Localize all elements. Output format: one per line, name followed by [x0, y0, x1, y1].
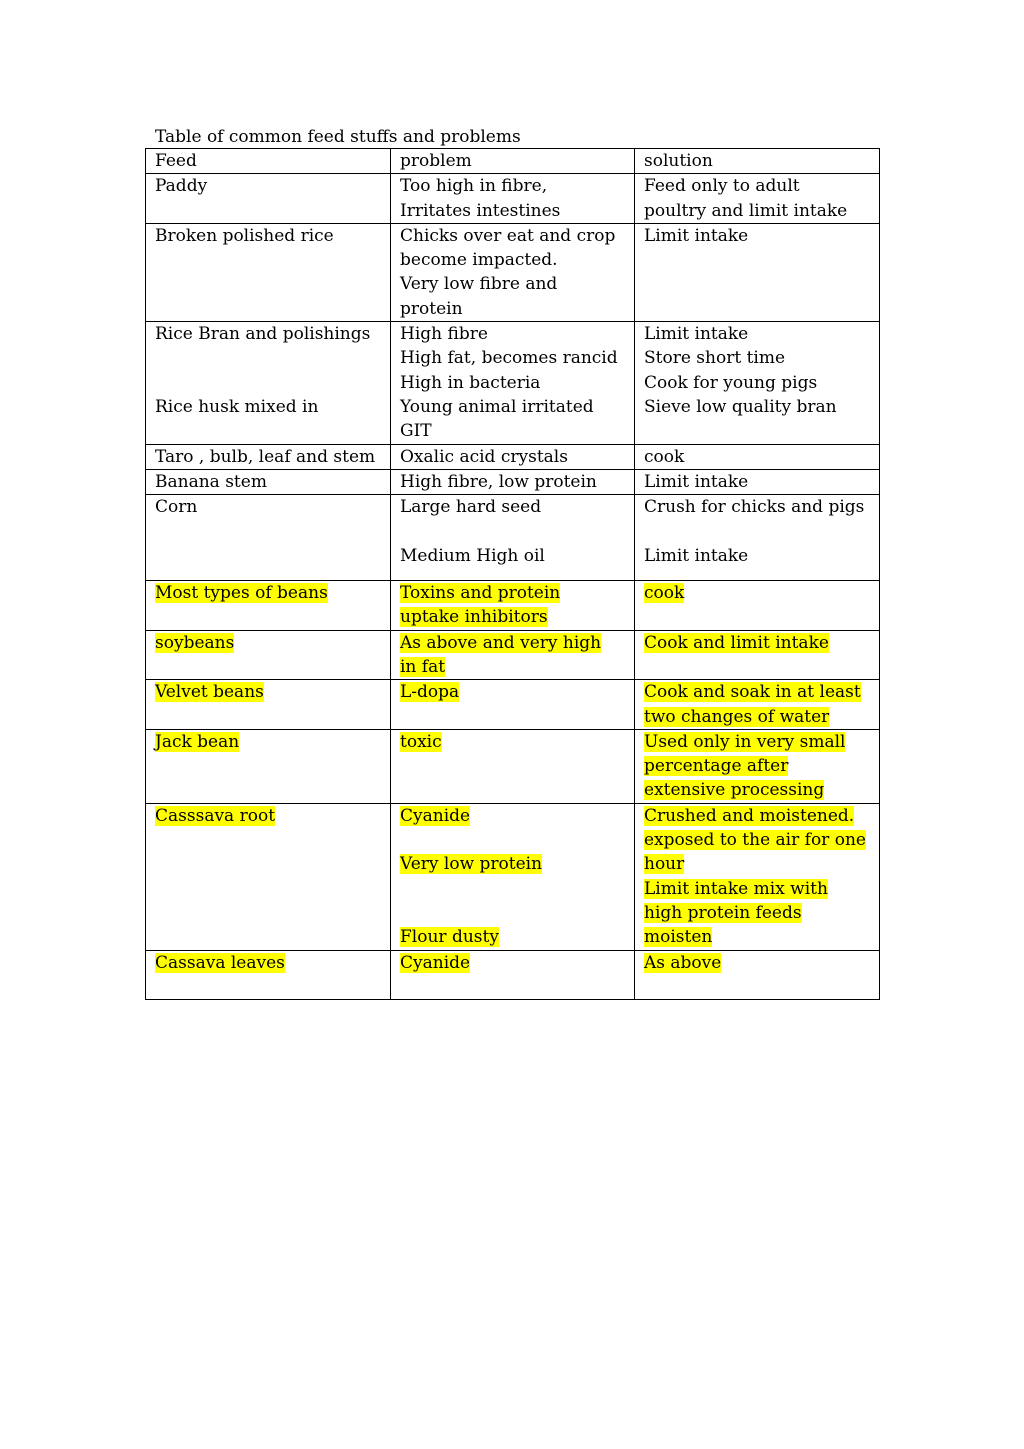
cell-text: Limit intake	[644, 225, 749, 246]
table-row	[146, 223, 880, 321]
table-row	[146, 581, 880, 631]
cell-text: become impacted.	[400, 250, 558, 271]
cell-text: Crush for chicks and pigs	[644, 497, 865, 518]
table-row	[146, 803, 880, 950]
blank-line	[400, 877, 630, 901]
blank-line	[155, 371, 386, 395]
cell-solution	[635, 322, 880, 444]
cell-text	[400, 804, 630, 828]
cell-text	[155, 680, 386, 704]
blank-line	[400, 828, 630, 852]
cell-text: Broken polished rice	[155, 225, 334, 246]
cell-feed	[146, 803, 391, 950]
cell-text: poultry and limit intake	[644, 200, 848, 221]
cell-text: GIT	[400, 421, 432, 442]
table-title: Table of common feed stuffs and problems	[155, 127, 521, 147]
cell-text: Cook for young pigs	[644, 372, 818, 393]
cell-text: Oxalic acid crystals	[400, 446, 568, 467]
highlighted-text: two changes of water	[644, 706, 830, 727]
cell-text: Rice Bran and polishings	[155, 324, 371, 345]
cell-text: Store short time	[644, 348, 786, 369]
highlighted-text: Casssava root	[155, 805, 276, 826]
table-row	[146, 469, 880, 494]
table-row	[146, 680, 880, 730]
cell-text	[155, 951, 386, 975]
cell-solution	[635, 803, 880, 950]
highlighted-text: percentage after	[644, 756, 789, 777]
cell-text	[155, 730, 386, 754]
cell-feed	[146, 444, 391, 469]
feed-problems-table	[145, 148, 880, 1000]
cell-feed	[146, 469, 391, 494]
cell-text: Medium High oil	[400, 545, 545, 566]
table-row	[146, 495, 880, 581]
cell-text: Too high in fibre,	[400, 176, 548, 197]
cell-text: Large hard seed	[400, 497, 542, 518]
header-feed: Feed	[146, 149, 391, 174]
highlighted-text: exposed to the air for one	[644, 830, 866, 851]
cell-problem	[391, 680, 635, 730]
highlighted-text: Toxins and protein	[400, 583, 561, 604]
cell-text: Irritates intestines	[400, 200, 561, 221]
cell-text	[155, 631, 386, 655]
cell-solution	[635, 469, 880, 494]
highlighted-text: moisten	[644, 927, 713, 948]
highlighted-text: Crushed and moistened.	[644, 805, 855, 826]
highlighted-text: Velvet beans	[155, 682, 264, 703]
cell-text	[400, 680, 630, 704]
cell-text	[644, 705, 875, 729]
highlighted-text: high protein feeds	[644, 902, 802, 923]
blank-line	[400, 901, 630, 925]
table-row	[146, 950, 880, 999]
cell-text: High fat, becomes rancid	[400, 348, 618, 369]
cell-text	[644, 581, 875, 605]
blank-line	[400, 519, 630, 543]
highlighted-text: L-dopa	[400, 682, 460, 703]
highlighted-text: Jack bean	[155, 731, 240, 752]
cell-feed	[146, 174, 391, 224]
cell-text	[644, 804, 875, 828]
cell-problem	[391, 444, 635, 469]
highlighted-text: Flour dusty	[400, 927, 499, 948]
cell-problem	[391, 495, 635, 581]
cell-problem	[391, 729, 635, 803]
cell-text	[644, 852, 875, 876]
cell-text: High fibre	[400, 324, 488, 345]
cell-problem	[391, 469, 635, 494]
cell-solution	[635, 174, 880, 224]
cell-solution	[635, 444, 880, 469]
cell-text: Taro , bulb, leaf and stem	[155, 446, 376, 467]
cell-text	[644, 680, 875, 704]
highlighted-text: toxic	[400, 731, 442, 752]
cell-text: Limit intake	[644, 545, 749, 566]
table-row	[146, 322, 880, 444]
cell-feed	[146, 223, 391, 321]
highlighted-text: Used only in very small	[644, 731, 846, 752]
cell-text	[644, 877, 875, 901]
cell-text: Sieve low quality bran	[644, 396, 837, 417]
highlighted-text: uptake inhibitors	[400, 607, 548, 628]
cell-text	[400, 655, 630, 679]
cell-text: High in bacteria	[400, 372, 541, 393]
cell-solution	[635, 495, 880, 581]
cell-text: Paddy	[155, 176, 208, 197]
cell-text	[400, 925, 630, 949]
highlighted-text: As above and very high	[400, 632, 602, 653]
cell-text	[400, 581, 630, 605]
cell-text	[400, 951, 630, 975]
highlighted-text: extensive processing	[644, 780, 825, 801]
highlighted-text: Cook and soak in at least	[644, 682, 861, 703]
cell-solution	[635, 950, 880, 999]
cell-text: Young animal irritated	[400, 396, 594, 417]
cell-text	[644, 778, 875, 802]
cell-problem	[391, 950, 635, 999]
cell-feed	[146, 322, 391, 444]
cell-text	[644, 754, 875, 778]
cell-text	[155, 804, 386, 828]
cell-feed	[146, 581, 391, 631]
cell-problem	[391, 803, 635, 950]
cell-text	[400, 631, 630, 655]
cell-text: cook	[644, 446, 685, 467]
cell-feed	[146, 680, 391, 730]
cell-problem	[391, 322, 635, 444]
cell-text: Rice husk mixed in	[155, 396, 319, 417]
highlighted-text: Most types of beans	[155, 583, 328, 604]
highlighted-text: Cyanide	[400, 952, 471, 973]
cell-problem	[391, 223, 635, 321]
cell-text: Banana stem	[155, 471, 267, 492]
cell-problem	[391, 174, 635, 224]
highlighted-text: Cook and limit intake	[644, 632, 829, 653]
cell-text	[400, 605, 630, 629]
cell-solution	[635, 680, 880, 730]
cell-text: High fibre, low protein	[400, 471, 597, 492]
highlighted-text: soybeans	[155, 632, 235, 653]
cell-text	[400, 730, 630, 754]
table-row	[146, 444, 880, 469]
highlighted-text: As above	[644, 952, 722, 973]
cell-text	[644, 925, 875, 949]
cell-feed	[146, 630, 391, 680]
cell-text	[644, 901, 875, 925]
cell-text: Feed only to adult	[644, 176, 800, 197]
cell-feed	[146, 950, 391, 999]
highlighted-text: Cyanide	[400, 805, 471, 826]
cell-text	[644, 828, 875, 852]
cell-text: Limit intake	[644, 324, 749, 345]
cell-solution	[635, 223, 880, 321]
cell-solution	[635, 581, 880, 631]
highlighted-text: hour	[644, 854, 685, 875]
cell-text: Chicks over eat and crop	[400, 225, 616, 246]
cell-text	[644, 631, 875, 655]
highlighted-text: Cassava leaves	[155, 952, 285, 973]
cell-solution	[635, 630, 880, 680]
header-problem: problem	[391, 149, 635, 174]
cell-text	[400, 852, 630, 876]
header-solution: solution	[635, 149, 880, 174]
cell-text: Corn	[155, 497, 198, 518]
cell-feed	[146, 495, 391, 581]
table-header-row	[146, 149, 880, 174]
table-row	[146, 174, 880, 224]
cell-feed	[146, 729, 391, 803]
table-row	[146, 729, 880, 803]
table-row	[146, 630, 880, 680]
cell-problem	[391, 581, 635, 631]
cell-text	[644, 730, 875, 754]
cell-solution	[635, 729, 880, 803]
cell-text	[155, 581, 386, 605]
cell-problem	[391, 630, 635, 680]
blank-line	[155, 346, 386, 370]
cell-text	[644, 951, 875, 975]
cell-text: Limit intake	[644, 471, 749, 492]
cell-text: protein	[400, 298, 463, 319]
blank-line	[644, 519, 875, 543]
highlighted-text: Very low protein	[400, 854, 543, 875]
highlighted-text: Limit intake mix with	[644, 878, 828, 899]
cell-text: Very low fibre and	[400, 274, 558, 295]
highlighted-text: cook	[644, 583, 685, 604]
highlighted-text: in fat	[400, 656, 446, 677]
